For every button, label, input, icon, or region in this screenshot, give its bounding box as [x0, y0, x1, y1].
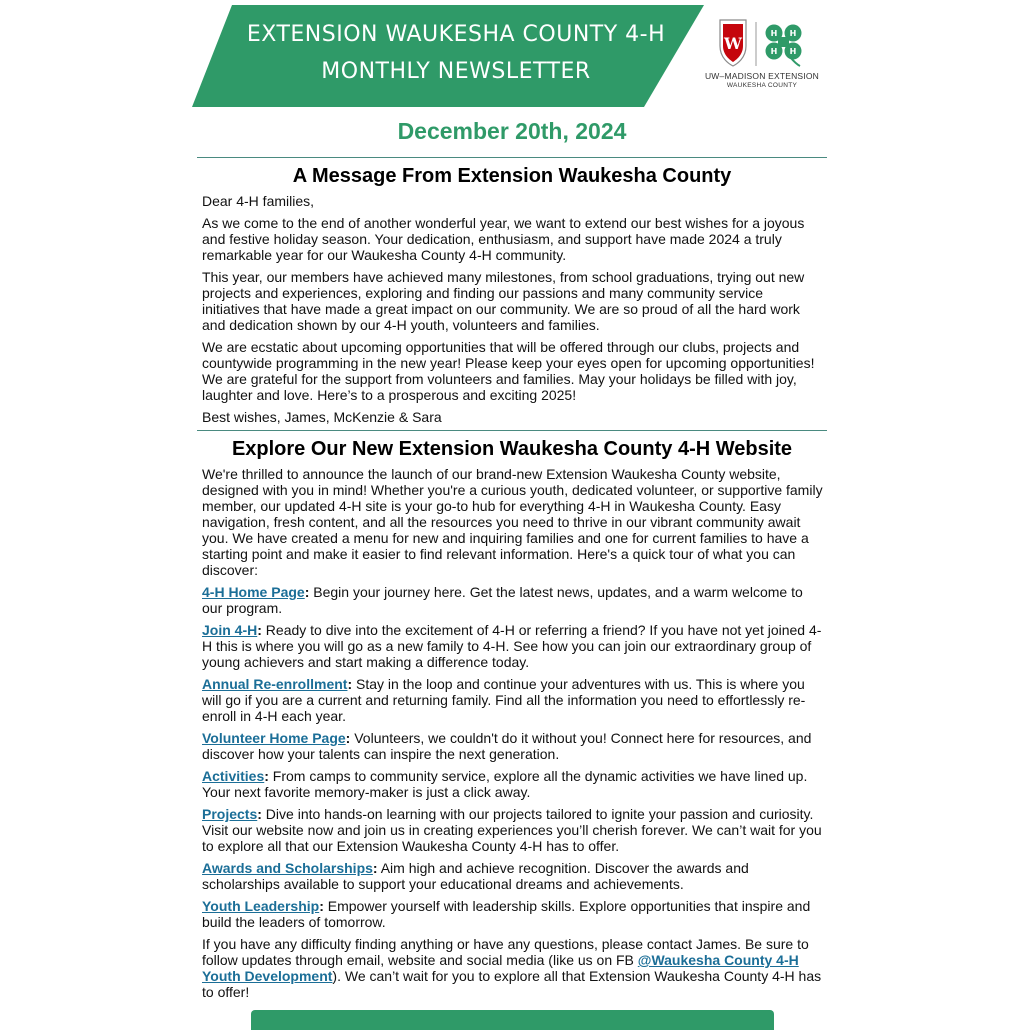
banner-shape — [192, 5, 704, 107]
message-paragraph: This year, our members have achieved many milestones, from school graduations, trying out new projects and experiences, exploring and finding our passions and many community service initiatives that have made a great impact on our community. We are so proud of all the hard work and dedication shown by our 4-H youth, volunteers and families. — [202, 269, 805, 333]
join-4h-link[interactable]: Join 4-H — [202, 622, 258, 638]
message-body — [202, 193, 824, 431]
message-heading: A Message From Extension Waukesha County — [292, 165, 732, 187]
message-signoff: Best wishes, James, McKenzie & Sara — [202, 409, 442, 425]
list-item: Projects: Dive into hands-on learning with our projects tailored to ignite your passion and curiosity. Visit our website now and join us in creating experiences you’ll cherish forever. We can’t wait for you to explore all that our Extension Waukesha County 4-H has to offer. — [202, 806, 822, 854]
website-intro: We're thrilled to announce the launch of our brand-new Extension Waukesha County website, designed with you in mind! Whether you're a curious youth, dedicated volunteer, or supportive family member, our updated 4-H site is your go-to hub for everything 4-H in Waukesha County. Easy navigation, fresh content, and all the resources you need to thrive in our vibrant community await you. We have created a menu for new and inquiring families and one for current families to have a starting point and make it easier to find relevant information. Here's a quick tour of what you can discover: — [202, 466, 823, 578]
logo-county-name: WAUKESHA COUNTY — [726, 82, 798, 89]
list-item-text: Stay in the loop and continue your adventures with us. This is where you will go if you are a current and returning family. Find all the information you need to effortlessly re-enroll in 4-H each year. — [202, 676, 806, 724]
list-item-text: From camps to community service, explore all the dynamic activities we have lined up. Your next favorite memory-maker is just a click away. — [202, 768, 808, 800]
list-item: 4-H Home Page: Begin your journey here. Get the latest news, updates, and a warm welcome to our program. — [202, 584, 803, 616]
list-item: Annual Re-enrollment: Stay in the loop and continue your adventures with us. This is where you will go if you are a current and returning family. Find all the information you need to effortlessly re-enroll in 4-H each year. — [202, 676, 806, 724]
awards-scholarships-link[interactable]: Awards and Scholarships — [202, 860, 373, 876]
website-closing: If you have any difficulty finding anything or have any questions, please contact James. Be sure to follow updates through email, website and social media (like us on FB @Waukesha County 4-H Youth Development). We can’t wait for you to explore all that Extension Waukesha County 4-H has to offer! — [202, 936, 822, 1000]
svg-text:H: H — [789, 47, 797, 56]
home-page-link[interactable]: 4-H Home Page — [202, 584, 305, 600]
newsletter-banner — [192, 5, 704, 107]
facebook-link[interactable]: @Waukesha County 4-H Youth Development — [202, 952, 799, 984]
next-section-bar — [251, 1010, 774, 1030]
re-enrollment-link[interactable]: Annual Re-enrollment — [202, 676, 348, 692]
message-paragraph: We are ecstatic about upcoming opportunities that will be offered through our clubs, projects and countywide programming in the new year! Please keep your eyes open for upcoming opportunities! We are grateful for the support from volunteers and families. May your holidays be filled with joy, laughter and love. Here’s to a prosperous and exciting 2025! — [202, 339, 815, 403]
website-heading: Explore Our New Extension Waukesha County 4-H Website — [231, 438, 793, 460]
list-item-text: Volunteers, we couldn't do it without you! Connect here for resources, and discover how your talents can inspire the next generation. — [202, 730, 812, 762]
website-body — [202, 466, 824, 1006]
list-item-text: Aim high and achieve recognition. Discover the awards and scholarships available to support your educational dreams and achievements. — [202, 860, 749, 892]
uw-extension-logo — [704, 18, 820, 96]
svg-text:H: H — [770, 29, 778, 38]
banner-title: EXTENSION WAUKESHA COUNTY 4-H — [246, 22, 666, 47]
volunteer-home-link[interactable]: Volunteer Home Page — [202, 730, 346, 746]
activities-link[interactable]: Activities — [202, 768, 265, 784]
list-item: Activities: From camps to community service, explore all the dynamic activities we have lined up. Your next favorite memory-maker is just a click away. — [202, 768, 808, 800]
youth-leadership-link[interactable]: Youth Leadership — [202, 898, 320, 914]
newsletter-date: December 20th, 2024 — [397, 118, 627, 144]
section-divider — [197, 157, 827, 158]
list-item-text: Empower yourself with leadership skills. Explore opportunities that inspire and build the leaders of tomorrow. — [202, 898, 811, 930]
list-item-text: Dive into hands-on learning with our projects tailored to ignite your passion and curiosity. Visit our website now and join us in creating experiences you’ll cherish forever. We can’t wait for you to explore all that our Extension Waukesha County 4-H has to offer. — [202, 806, 822, 854]
list-item: Youth Leadership: Empower yourself with leadership skills. Explore opportunities that inspire and build the leaders of tomorrow. — [202, 898, 811, 930]
list-item-text: Begin your journey here. Get the latest news, updates, and a warm welcome to our program. — [202, 584, 803, 616]
svg-text:H: H — [770, 47, 778, 56]
list-item: Awards and Scholarships: Aim high and achieve recognition. Discover the awards and scholarships available to support your educational dreams and achievements. — [202, 860, 749, 892]
projects-link[interactable]: Projects — [202, 806, 258, 822]
message-paragraph: As we come to the end of another wonderful year, we want to extend our best wishes for a joyous and festive holiday season. Your dedication, enthusiasm, and support have made 2024 a truly remarkable year for our Waukesha County 4-H community. — [202, 215, 805, 263]
list-item: Volunteer Home Page: Volunteers, we couldn't do it without you! Connect here for resources, and discover how your talents can inspire the next generation. — [202, 730, 812, 762]
message-greeting: Dear 4-H families, — [202, 193, 315, 209]
svg-text:H: H — [789, 29, 797, 38]
list-item: Join 4-H: Ready to dive into the excitement of 4-H or referring a friend? If you have not yet joined 4-H this is where you will go as a new family to 4-H. See how you can join our extraordinary group of young achievers and start making a difference today. — [202, 622, 822, 670]
section-divider — [197, 430, 827, 431]
list-item-text: Ready to dive into the excitement of 4-H or referring a friend? If you have not yet joined 4-H this is where you will go as a new family to 4-H. See how you can join our extraordinary group of young achievers and start making a difference today. — [202, 622, 822, 670]
4h-clover-icon — [766, 25, 802, 67]
banner-subtitle: MONTHLY NEWSLETTER — [321, 59, 591, 84]
svg-text:W: W — [724, 34, 742, 53]
uw-crest-icon — [720, 20, 746, 66]
logo-org-name: UW–MADISON EXTENSION — [704, 71, 820, 81]
